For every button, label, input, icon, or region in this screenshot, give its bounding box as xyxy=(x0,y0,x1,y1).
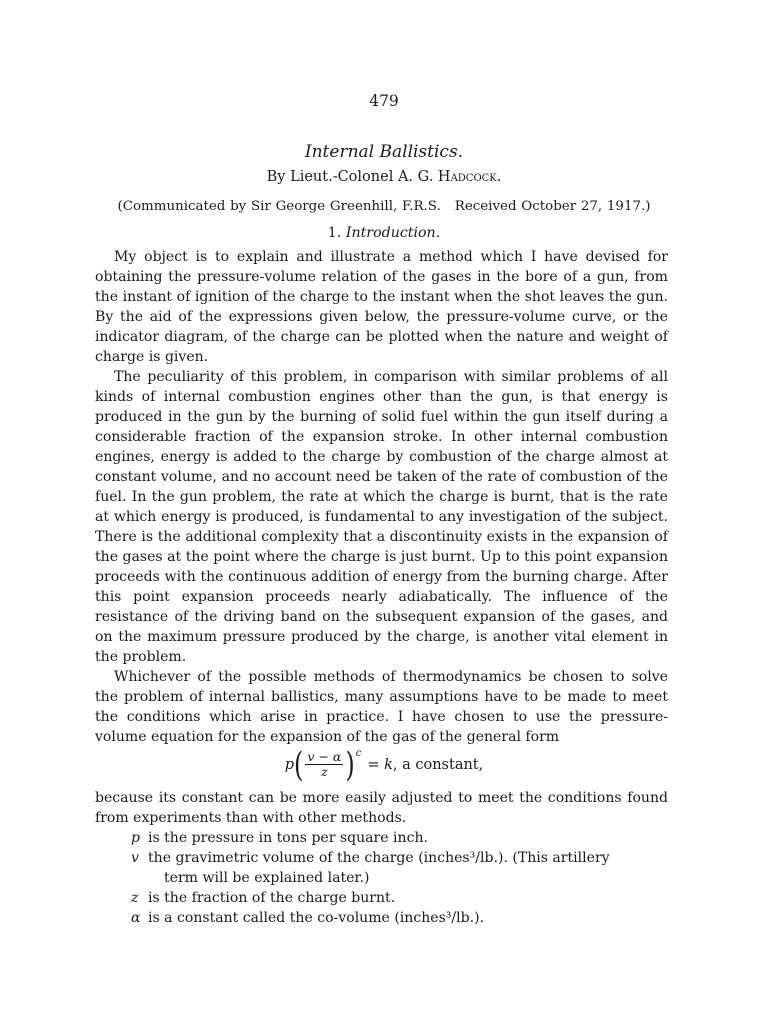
page-number: 479 xyxy=(369,92,399,110)
body-paragraphs xyxy=(95,247,668,747)
definition-item xyxy=(131,908,671,928)
communicated-by: (Communicated by Sir George Greenhill, F.R.S. xyxy=(117,199,441,214)
definition-text: is a constant called the co-volume (inches³/lb.). xyxy=(148,910,485,926)
post-equation-text xyxy=(95,788,668,828)
definition-symbol: v xyxy=(131,850,139,866)
section-heading xyxy=(0,225,768,241)
definition-text: is the pressure in tons per square inch. xyxy=(148,830,428,846)
communication-note xyxy=(0,199,768,214)
section-number: 1. xyxy=(327,225,342,241)
definition-item xyxy=(131,828,671,848)
paragraph-1: My object is to explain and illustrate a method which I have devised for obtaining the pressure-volume relation of the gases in the bore of a gun, from the instant of ignition of the charge to the instant when the shot leaves the gun. By the aid of the expressions given below, the pressure-volume curve, or the indicator diagram, of the charge can be plotted when the nature and weight of charge is given. xyxy=(95,249,668,365)
byline xyxy=(0,169,768,185)
definition-text: the gravimetric volume of the charge (inches³/lb.). (This artillery xyxy=(148,850,610,866)
definition-item xyxy=(131,848,671,888)
equation-numerator: v − α xyxy=(307,749,342,764)
definition-item xyxy=(131,888,671,908)
article-title: Internal Ballistics. xyxy=(304,142,464,162)
equation-fraction xyxy=(305,750,343,779)
symbol-definitions xyxy=(131,828,671,928)
section-title: Introduction. xyxy=(345,225,441,241)
paragraph-after-equation: because its constant can be more easily adjusted to meet the conditions found from experiments than with other methods. xyxy=(95,790,668,826)
definition-symbol: z xyxy=(131,890,139,906)
equation-k: k xyxy=(384,756,393,773)
byline-prefix: By Lieut.-Colonel A. G. xyxy=(266,169,438,185)
author-surname: Hadcock xyxy=(437,169,497,185)
equation-exponent: c xyxy=(355,748,362,759)
definition-text: is the fraction of the charge burnt. xyxy=(148,890,396,906)
equation-equals: = xyxy=(367,756,385,773)
definition-text-wrap xyxy=(148,848,671,888)
definition-symbol: p xyxy=(131,830,140,846)
left-paren: ( xyxy=(294,744,304,785)
definition-continuation: term will be explained later.) xyxy=(164,870,370,886)
paragraph-3: Whichever of the possible methods of thermodynamics be chosen to solve the problem of internal ballistics, many assumptions have to be made to meet the conditions which arise in practice. I have chosen to use the pressure-volume equation for the expansion of the gas of the general form xyxy=(95,669,668,745)
pressure-volume-equation xyxy=(0,744,768,785)
received-date: Received October 27, 1917.) xyxy=(454,199,651,214)
equation-rest: , a constant, xyxy=(392,756,484,773)
right-paren: ) xyxy=(345,744,355,785)
definition-symbol: α xyxy=(131,910,141,926)
equation-denominator: z xyxy=(321,764,328,779)
equation-p: p xyxy=(284,756,295,773)
byline-suffix: . xyxy=(496,169,502,185)
paragraph-2: The peculiarity of this problem, in comparison with similar problems of all kinds of internal combustion engines other than the gun, is that energy is produced in the gun by the burning of solid fuel within the gun itself during a considerable fraction of the expansion stroke. In other internal combustion engines, energy is added to the charge by combustion of the charge almost at constant volume, and no account need be taken of the rate of combustion of the fuel. In the gun problem, the rate at which the charge is burnt, that is the rate at which energy is produced, is fundamental to any investigation of the subject. There is the additional complexity that a discontinuity exists in the expansion of the gases at the point where the charge is just burnt. Up to this point expansion proceeds with the continuous addition of energy from the burning charge. After this point expansion proceeds nearly adiabatically. The influence of the resistance of the driving band on the subsequent expansion of the gases, and on the maximum pressure produced by the charge, is another vital element in the problem. xyxy=(95,369,668,665)
